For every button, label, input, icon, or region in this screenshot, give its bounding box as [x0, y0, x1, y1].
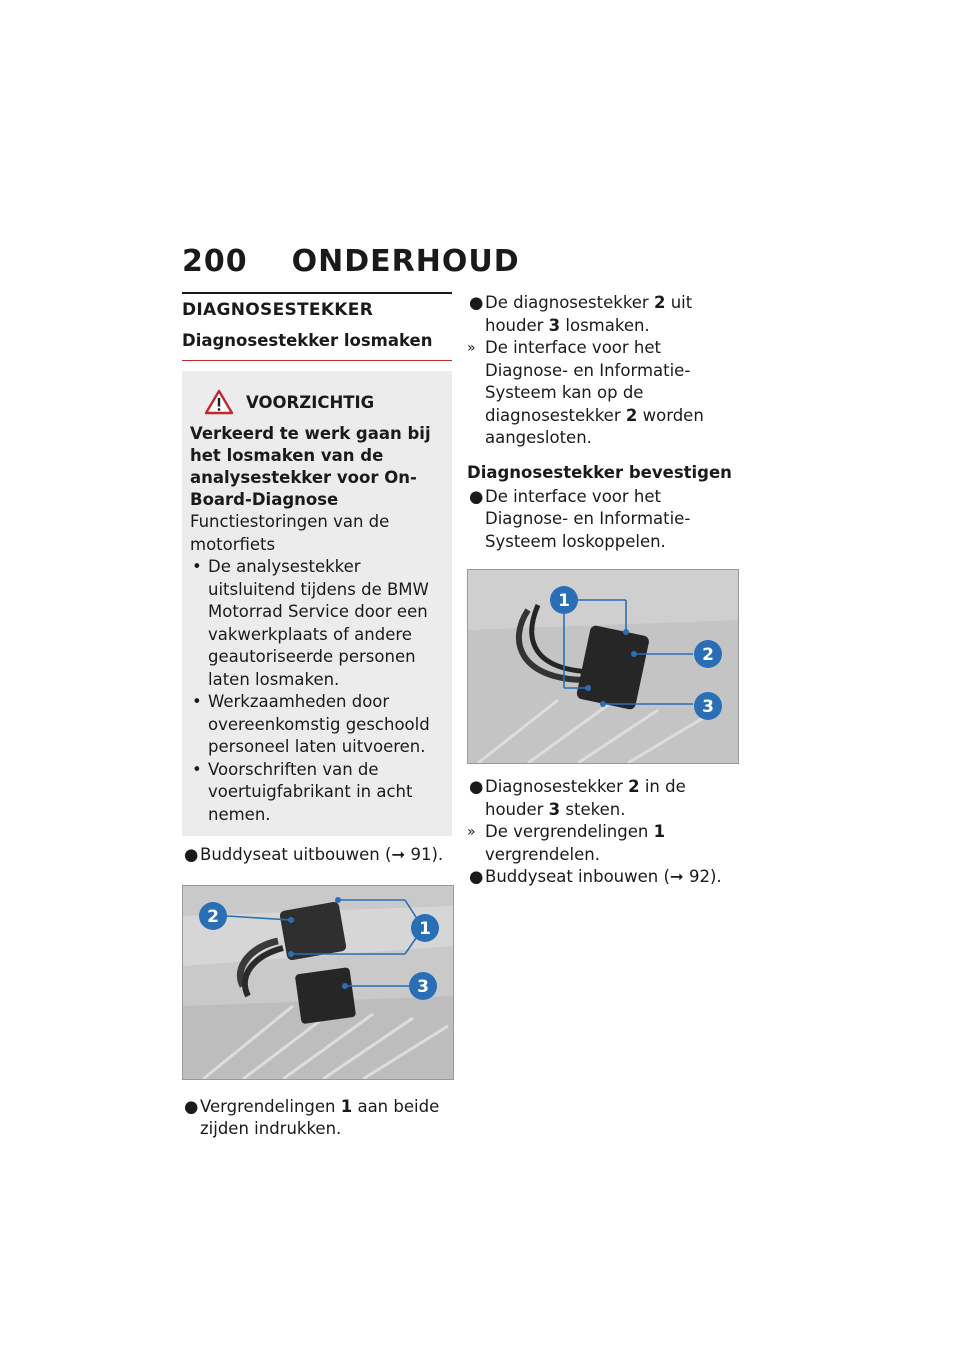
- callout-2: 2: [702, 645, 714, 665]
- step-press-locks: ● Vergrendelingen 1 aan beide zijden indrukken.: [184, 1096, 440, 1138]
- subsection-title: Diagnosestekker losmaken: [182, 331, 433, 350]
- step-release-connector: ● De diagnosestekker 2 uit houder 3 losmaken.: [469, 293, 693, 335]
- connector-holder-photo: [182, 885, 454, 1080]
- warning-bullet: • De analysestekker uitsluitend tijdens de BMW Motorrad Service door een vakwerkplaats of andere geautoriseerde personen laten losmaken.: [192, 557, 429, 689]
- page-header: [182, 244, 520, 279]
- warning-title: Verkeerd te werk gaan bij het losmaken van de analysestekker voor On-Board-Diagnose: [190, 424, 431, 509]
- section-divider: [182, 292, 452, 294]
- warning-bullet: • Werkzaamheden door overeenkomstig geschoold personeel laten uitvoeren.: [192, 692, 430, 756]
- callout-1: 1: [558, 591, 570, 611]
- step-disconnect-interface: ● De interface voor het Diagnose- en Informatie-Systeem loskoppelen.: [469, 486, 691, 551]
- callout-3: 3: [417, 976, 429, 997]
- page-number: 200: [182, 244, 248, 279]
- result-connect-interface: » De interface voor het Diagnose- en Informatie-Systeem kan op de diagnosestekker 2 worden aangesloten.: [467, 338, 704, 447]
- warning-header: [204, 389, 444, 415]
- step-install-seat: ● Buddyseat inbouwen (➞ 92).: [469, 867, 722, 886]
- callout-2: 2: [207, 906, 219, 927]
- warning-label: VOORZICHTIG: [246, 392, 375, 412]
- warning-box: [182, 371, 452, 836]
- warning-consequence: Functiestoringen van de motorfiets: [190, 512, 390, 554]
- warning-triangle-icon: [204, 389, 234, 415]
- step-insert-connector: ● Diagnosestekker 2 in de houder 3 steken.: [469, 777, 686, 819]
- result-lock: » De vergrendelingen 1 vergrendelen.: [467, 822, 666, 864]
- callout-1: 1: [419, 918, 431, 939]
- right-column: [467, 292, 737, 889]
- warning-bullet: • Voorschriften van de voertuigfabrikant in acht nemen.: [192, 759, 413, 824]
- chapter-title: ONDERHOUD: [291, 244, 520, 279]
- section-title: DIAGNOSESTEKKER: [182, 300, 374, 320]
- left-column: [182, 292, 452, 1141]
- callout-3: 3: [702, 697, 714, 717]
- subsection-title-attach: Diagnosestekker bevestigen: [467, 462, 732, 482]
- step-remove-seat: ● Buddyseat uitbouwen (➞ 91).: [184, 845, 444, 864]
- connector-fitted-photo: [467, 569, 739, 764]
